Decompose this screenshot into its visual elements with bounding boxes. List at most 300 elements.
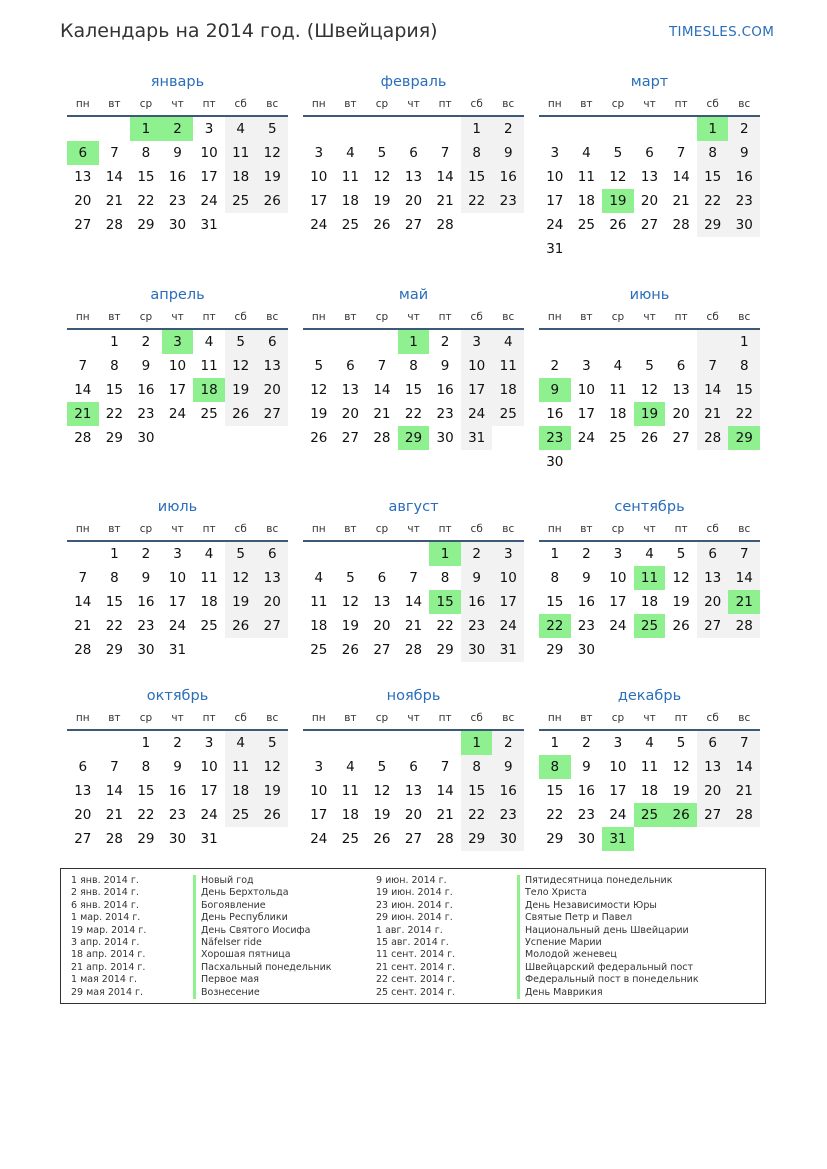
day-cell: 21 (728, 779, 760, 803)
week-row (303, 614, 524, 638)
month-block (67, 495, 288, 662)
day-cell: 13 (74, 169, 92, 185)
week-row (539, 803, 760, 827)
day-cell: 28 (436, 217, 454, 233)
day-cell: 18 (193, 378, 225, 402)
legend-date: 18 апр. 2014 г. (71, 949, 146, 961)
weekday-label: сб (706, 523, 719, 535)
weekday-label: сб (470, 98, 483, 110)
month-name: март (630, 74, 669, 90)
day-cell: 24 (461, 402, 493, 426)
day-cell: 16 (728, 165, 760, 189)
day-cell: 3 (613, 546, 623, 562)
day-cell: 24 (577, 430, 595, 446)
day-cell: 22 (105, 406, 123, 422)
empty-day-cell (162, 426, 194, 450)
weekday-label: пт (202, 311, 216, 323)
day-cell: 25 (341, 217, 359, 233)
empty-day-cell (571, 237, 603, 261)
day-cell: 13 (256, 566, 288, 590)
week-row (539, 237, 760, 261)
weekday-label: сб (234, 523, 247, 535)
week-row (303, 426, 524, 450)
empty-day-cell (303, 117, 335, 141)
week-row (67, 638, 288, 662)
day-cell: 1 (697, 117, 729, 141)
day-cell: 8 (141, 145, 151, 161)
day-cell: 27 (640, 217, 659, 233)
weekday-header (303, 708, 524, 731)
legend-name-column (517, 875, 699, 999)
day-cell: 23 (168, 807, 187, 823)
day-cell: 17 (461, 378, 493, 402)
day-cell: 25 (634, 803, 666, 827)
day-cell: 11 (577, 169, 595, 185)
day-cell: 16 (577, 594, 595, 610)
weekday-label: ср (139, 98, 153, 110)
day-cell: 15 (546, 783, 564, 799)
weekday-label: чт (407, 712, 420, 724)
week-row (67, 755, 288, 779)
month-block (539, 283, 760, 474)
day-cell: 15 (546, 594, 564, 610)
day-cell: 12 (672, 570, 690, 586)
month-name: январь (150, 74, 205, 90)
weekday-header (539, 94, 760, 117)
empty-day-cell (256, 638, 288, 662)
day-cell: 8 (461, 755, 493, 779)
day-cell: 10 (461, 354, 493, 378)
legend-date-column (376, 875, 455, 999)
day-cell: 10 (546, 169, 564, 185)
day-cell: 1 (550, 735, 560, 751)
day-cell: 26 (256, 803, 288, 827)
week-row (303, 827, 524, 851)
day-cell: 28 (672, 217, 690, 233)
day-cell: 12 (672, 759, 690, 775)
weekday-label: вс (502, 712, 515, 724)
day-cell: 10 (168, 570, 187, 586)
day-cell: 9 (582, 759, 591, 775)
empty-day-cell (398, 731, 430, 755)
day-cell: 4 (492, 330, 524, 354)
day-cell: 29 (137, 217, 155, 233)
legend-date: 15 авг. 2014 г. (376, 936, 449, 948)
day-cell: 4 (613, 358, 623, 374)
day-cell: 26 (640, 430, 659, 446)
day-cell: 31 (461, 426, 493, 450)
day-cell: 9 (461, 566, 493, 590)
day-cell: 16 (546, 406, 564, 422)
weekday-label: пт (438, 311, 452, 323)
day-cell: 28 (105, 831, 123, 847)
week-row (539, 141, 760, 165)
day-cell: 10 (577, 382, 595, 398)
day-cell: 9 (539, 378, 571, 402)
day-cell: 16 (577, 783, 595, 799)
day-cell: 20 (404, 807, 423, 823)
day-cell: 16 (492, 165, 524, 189)
day-cell: 6 (409, 759, 418, 775)
day-cell: 30 (546, 454, 564, 470)
week-row (303, 731, 524, 755)
weekday-label: вт (580, 712, 593, 724)
empty-day-cell (697, 450, 729, 474)
day-cell: 23 (461, 614, 493, 638)
day-cell: 24 (492, 614, 524, 638)
day-cell: 9 (141, 570, 151, 586)
day-cell: 27 (672, 430, 690, 446)
empty-day-cell (303, 330, 335, 354)
week-row (303, 638, 524, 662)
day-cell: 19 (602, 189, 634, 213)
day-cell: 15 (137, 169, 155, 185)
weekday-header (303, 94, 524, 117)
day-cell: 18 (640, 783, 659, 799)
empty-day-cell (366, 330, 398, 354)
legend-holiday-name: Пятидесятница понедельник (517, 875, 699, 887)
legend-holiday-name: Первое мая (193, 974, 332, 986)
legend-date: 21 сент. 2014 г. (376, 961, 456, 973)
day-cell: 22 (728, 402, 760, 426)
day-cell: 22 (137, 193, 155, 209)
legend-holiday-name: Богоявление (193, 900, 332, 912)
day-cell: 8 (110, 358, 119, 374)
day-cell: 8 (440, 570, 450, 586)
day-cell: 14 (728, 755, 760, 779)
day-cell: 14 (373, 382, 391, 398)
day-cell: 10 (200, 145, 218, 161)
day-cell: 22 (546, 807, 564, 823)
legend-date: 1 янв. 2014 г. (71, 875, 139, 886)
week-row (67, 779, 288, 803)
day-cell: 4 (314, 570, 324, 586)
day-cell: 19 (256, 165, 288, 189)
empty-day-cell (665, 237, 697, 261)
day-cell: 8 (728, 354, 760, 378)
week-row (303, 542, 524, 566)
weekday-label: пт (202, 98, 216, 110)
legend-date: 19 июн. 2014 г. (376, 887, 453, 899)
day-cell: 25 (200, 406, 218, 422)
day-cell: 16 (436, 382, 454, 398)
weekday-header (67, 94, 288, 117)
legend-holiday-name: Вознесение (193, 987, 332, 999)
empty-day-cell (99, 731, 131, 755)
day-cell: 31 (168, 642, 187, 658)
legend-holiday-name: День Республики (193, 912, 332, 924)
weekday-label: сб (234, 311, 247, 323)
day-cell: 1 (728, 330, 760, 354)
day-cell: 10 (310, 169, 328, 185)
day-cell: 20 (697, 590, 729, 614)
legend-holiday-name: День Независимости Юры (517, 900, 699, 912)
day-cell: 1 (461, 731, 493, 755)
day-cell: 11 (225, 141, 257, 165)
day-cell: 7 (728, 542, 760, 566)
day-cell: 15 (137, 783, 155, 799)
day-cell: 20 (697, 779, 729, 803)
day-cell: 7 (697, 354, 729, 378)
legend-name-column (193, 875, 332, 999)
empty-day-cell (225, 213, 257, 237)
weekday-label: чт (171, 712, 184, 724)
day-cell: 20 (341, 406, 359, 422)
day-cell: 24 (310, 217, 328, 233)
day-cell: 14 (728, 566, 760, 590)
week-row (303, 213, 524, 237)
day-cell: 28 (105, 217, 123, 233)
empty-day-cell (665, 827, 697, 851)
day-cell: 12 (373, 783, 391, 799)
day-cell: 1 (130, 117, 162, 141)
month-block (303, 495, 524, 662)
empty-day-cell (602, 237, 634, 261)
day-cell: 21 (74, 618, 92, 634)
week-row (67, 378, 288, 402)
weekday-label: пн (75, 712, 90, 724)
day-cell: 10 (492, 566, 524, 590)
day-cell: 27 (404, 831, 423, 847)
day-cell: 6 (697, 542, 729, 566)
day-cell: 30 (492, 827, 524, 851)
day-cell: 23 (728, 189, 760, 213)
empty-day-cell (366, 117, 398, 141)
day-cell: 25 (310, 642, 328, 658)
day-cell: 6 (377, 570, 387, 586)
weekday-header (303, 519, 524, 542)
day-cell: 11 (341, 783, 359, 799)
day-cell: 19 (341, 618, 359, 634)
empty-day-cell (697, 638, 729, 662)
week-row (539, 165, 760, 189)
day-cell: 5 (377, 759, 387, 775)
day-cell: 5 (314, 358, 324, 374)
empty-day-cell (634, 237, 666, 261)
day-cell: 1 (110, 334, 119, 350)
week-row (539, 189, 760, 213)
day-cell: 15 (105, 382, 123, 398)
empty-day-cell (634, 117, 666, 141)
weekday-label: чт (171, 98, 184, 110)
day-cell: 2 (461, 542, 493, 566)
day-cell: 19 (672, 783, 690, 799)
weekday-label: сб (706, 311, 719, 323)
month-name: июль (157, 499, 198, 515)
weekday-label: пт (202, 523, 216, 535)
day-cell: 29 (137, 831, 155, 847)
day-cell: 5 (613, 145, 623, 161)
day-cell: 26 (609, 217, 627, 233)
legend-date: 1 мая 2014 г. (71, 974, 137, 986)
empty-day-cell (728, 237, 760, 261)
week-row (303, 330, 524, 354)
day-cell: 30 (137, 642, 155, 658)
day-cell: 6 (697, 731, 729, 755)
day-cell: 28 (728, 803, 760, 827)
day-cell: 1 (429, 542, 461, 566)
empty-day-cell (571, 117, 603, 141)
legend-holiday-name: Пасхальный понедельник (193, 962, 332, 974)
day-cell: 14 (697, 378, 729, 402)
month-name: август (388, 499, 439, 515)
day-cell: 5 (676, 546, 686, 562)
weekday-label: ср (139, 523, 153, 535)
day-cell: 4 (204, 334, 214, 350)
week-row (67, 542, 288, 566)
day-cell: 6 (409, 145, 418, 161)
day-cell: 17 (310, 193, 328, 209)
day-cell: 1 (550, 546, 560, 562)
legend-holiday-name: Федеральный пост в понедельник (517, 974, 699, 986)
legend-holiday-name: Швейцарский федеральный пост (517, 962, 699, 974)
day-cell: 1 (398, 330, 430, 354)
day-cell: 17 (546, 193, 564, 209)
empty-day-cell (67, 330, 99, 354)
day-cell: 14 (74, 594, 92, 610)
day-cell: 11 (200, 358, 218, 374)
day-cell: 2 (492, 731, 524, 755)
weekday-label: пн (547, 311, 562, 323)
month-name: октябрь (146, 688, 209, 704)
month-block (303, 283, 524, 450)
weekday-header (303, 307, 524, 330)
week-row (539, 566, 760, 590)
day-cell: 20 (256, 590, 288, 614)
day-cell: 11 (640, 759, 659, 775)
weekday-label: вс (502, 523, 515, 535)
day-cell: 31 (602, 827, 634, 851)
day-cell: 31 (492, 638, 524, 662)
day-cell: 2 (550, 358, 560, 374)
empty-day-cell (99, 117, 131, 141)
week-row (303, 803, 524, 827)
day-cell: 2 (492, 117, 524, 141)
day-cell: 29 (461, 827, 493, 851)
month-name: сентябрь (614, 499, 685, 515)
week-row (303, 378, 524, 402)
day-cell: 31 (200, 217, 218, 233)
week-row (539, 402, 760, 426)
weekday-label: вс (266, 523, 279, 535)
day-cell: 20 (74, 193, 92, 209)
day-cell: 6 (256, 330, 288, 354)
day-cell: 22 (539, 614, 571, 638)
week-row (303, 755, 524, 779)
empty-day-cell (492, 213, 524, 237)
weekday-label: пт (202, 712, 216, 724)
day-cell: 12 (256, 141, 288, 165)
day-cell: 6 (346, 358, 355, 374)
weekday-label: ср (611, 311, 625, 323)
month-block (539, 495, 760, 662)
day-cell: 11 (310, 594, 328, 610)
day-cell: 12 (341, 594, 359, 610)
day-cell: 18 (609, 406, 627, 422)
month-block (67, 283, 288, 450)
day-cell: 22 (461, 189, 493, 213)
weekday-label: вс (738, 523, 751, 535)
weekday-label: пн (311, 98, 326, 110)
day-cell: 27 (373, 642, 391, 658)
day-cell: 9 (582, 570, 591, 586)
legend-date: 2 янв. 2014 г. (71, 887, 139, 899)
week-row (539, 378, 760, 402)
page-title: Календарь на 2014 год. (Швейцария) (60, 20, 438, 42)
day-cell: 13 (640, 169, 659, 185)
day-cell: 23 (492, 803, 524, 827)
day-cell: 18 (577, 193, 595, 209)
day-cell: 30 (436, 430, 454, 446)
day-cell: 26 (256, 189, 288, 213)
day-cell: 19 (672, 594, 690, 610)
day-cell: 2 (728, 117, 760, 141)
day-cell: 3 (582, 358, 591, 374)
day-cell: 11 (225, 755, 257, 779)
empty-day-cell (67, 542, 99, 566)
weekday-label: вт (108, 523, 121, 535)
day-cell: 25 (200, 618, 218, 634)
empty-day-cell (398, 117, 430, 141)
weekday-label: пн (75, 523, 90, 535)
day-cell: 24 (168, 406, 187, 422)
week-row (67, 614, 288, 638)
week-row (67, 402, 288, 426)
week-row (303, 165, 524, 189)
day-cell: 30 (168, 831, 187, 847)
day-cell: 17 (492, 590, 524, 614)
empty-day-cell (539, 117, 571, 141)
day-cell: 11 (200, 570, 218, 586)
day-cell: 7 (440, 145, 450, 161)
day-cell: 18 (310, 618, 328, 634)
day-cell: 18 (225, 165, 257, 189)
empty-day-cell (398, 542, 430, 566)
day-cell: 3 (162, 330, 194, 354)
weekday-header (539, 307, 760, 330)
day-cell: 7 (110, 145, 119, 161)
day-cell: 3 (550, 145, 560, 161)
day-cell: 28 (373, 430, 391, 446)
day-cell: 28 (404, 642, 423, 658)
day-cell: 6 (67, 141, 99, 165)
weekday-label: пт (438, 523, 452, 535)
day-cell: 3 (492, 542, 524, 566)
site-brand-link[interactable]: TIMESLES.COM (669, 24, 775, 40)
day-cell: 16 (492, 779, 524, 803)
week-row (67, 354, 288, 378)
weekday-label: чт (643, 712, 656, 724)
legend-holiday-name: Тело Христа (517, 887, 699, 899)
day-cell: 23 (137, 406, 155, 422)
day-cell: 19 (225, 590, 257, 614)
day-cell: 2 (141, 334, 151, 350)
week-row (67, 141, 288, 165)
day-cell: 27 (697, 614, 729, 638)
empty-day-cell (193, 426, 225, 450)
week-row (539, 330, 760, 354)
empty-day-cell (366, 731, 398, 755)
day-cell: 17 (310, 807, 328, 823)
weekday-label: ср (611, 712, 625, 724)
week-row (67, 590, 288, 614)
legend-holiday-name: День Маврикия (517, 987, 699, 999)
day-cell: 4 (582, 145, 591, 161)
day-cell: 24 (200, 193, 218, 209)
day-cell: 29 (728, 426, 760, 450)
month-name: май (398, 287, 429, 303)
week-row (539, 779, 760, 803)
